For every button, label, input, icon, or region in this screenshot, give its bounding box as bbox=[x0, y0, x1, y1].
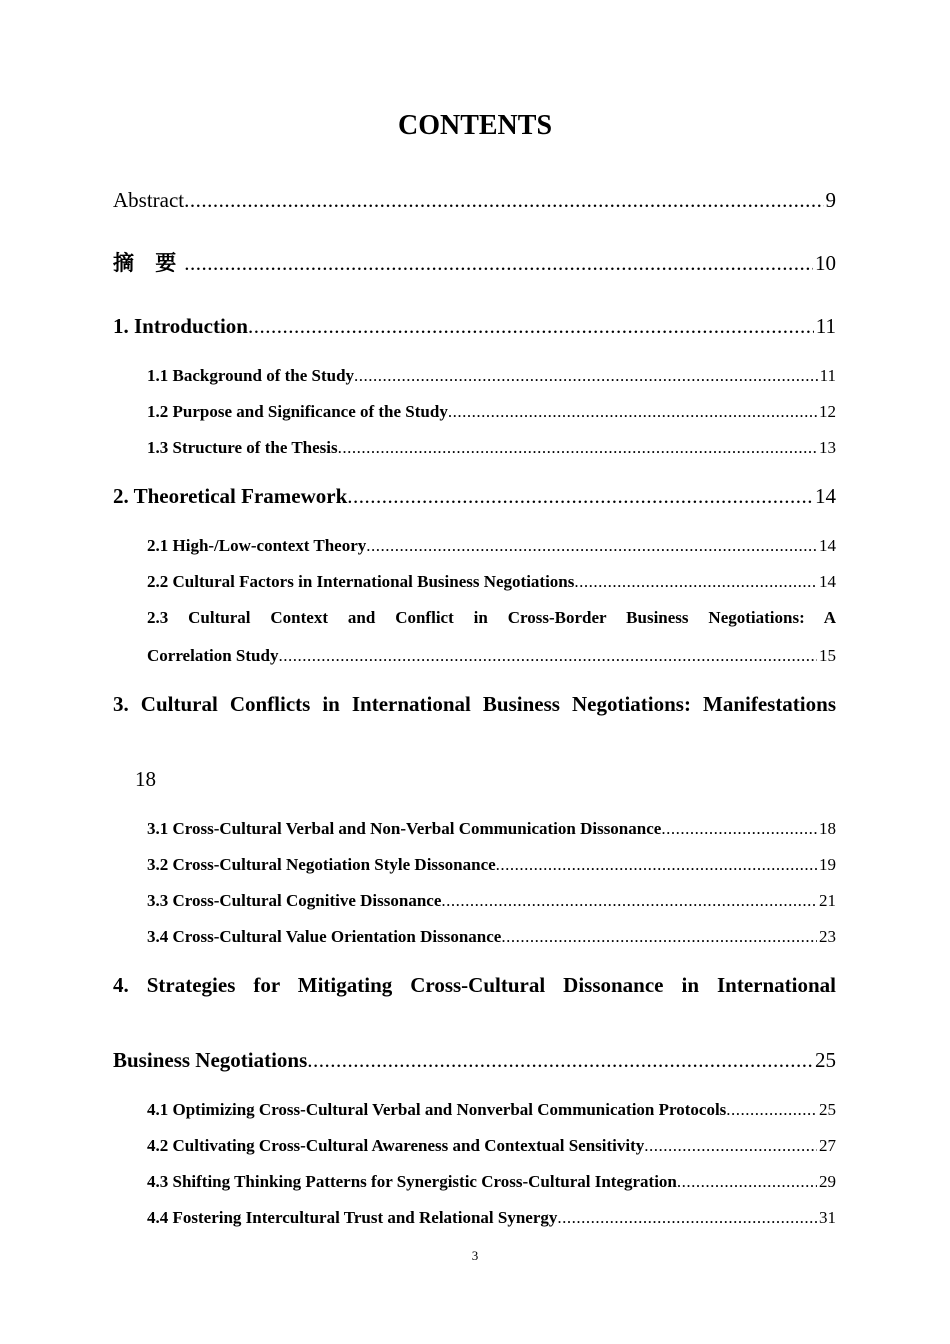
toc-entry-page: 25 bbox=[819, 1100, 836, 1119]
toc-entry-section-4-1[interactable] bbox=[147, 1098, 836, 1122]
toc-entry-label: 3.2 Cross-Cultural Negotiation Style Dissonance bbox=[147, 855, 496, 874]
toc-entry-page: 19 bbox=[819, 855, 836, 874]
dot-leader bbox=[248, 312, 814, 340]
toc-entry-label: 1.2 Purpose and Significance of the Study bbox=[147, 402, 448, 421]
dot-leader bbox=[574, 570, 817, 594]
toc-entry-label: 4.1 Optimizing Cross-Cultural Verbal and Nonverbal Communication Protocols bbox=[147, 1100, 727, 1119]
dot-leader bbox=[366, 534, 817, 558]
toc-entry-page: 14 bbox=[819, 572, 836, 591]
toc-entry-page: 10 bbox=[815, 251, 836, 275]
dot-leader bbox=[644, 1134, 817, 1158]
toc-entry-page: 21 bbox=[819, 891, 836, 910]
toc-entry-page: 27 bbox=[819, 1136, 836, 1155]
toc-entry-label: 2.2 Cultural Factors in International Business Negotiations bbox=[147, 572, 575, 591]
toc-entry-section-4-2[interactable] bbox=[147, 1134, 836, 1158]
toc-entry-page: 25 bbox=[815, 1048, 836, 1072]
dot-leader bbox=[677, 1170, 817, 1194]
toc-entry-section-4-3[interactable] bbox=[147, 1170, 836, 1194]
toc-entry-page: 23 bbox=[819, 927, 836, 946]
toc-entry-section-4-4[interactable] bbox=[147, 1206, 836, 1230]
toc-entry-page: 29 bbox=[819, 1172, 836, 1191]
toc-entry-section-2-2[interactable] bbox=[147, 570, 836, 594]
toc-entry-label: 3.1 Cross-Cultural Verbal and Non-Verbal Communication Dissonance bbox=[147, 819, 662, 838]
toc-entry-page: 31 bbox=[819, 1208, 836, 1227]
dot-leader bbox=[354, 364, 818, 388]
toc-entry-label: 4.4 Fostering Intercultural Trust and Relational Synergy bbox=[147, 1208, 558, 1227]
toc-entry-chapter-4[interactable] bbox=[113, 1046, 836, 1074]
toc-entry-section-3-4[interactable] bbox=[147, 925, 836, 949]
dot-leader bbox=[441, 889, 817, 913]
dot-leader bbox=[278, 644, 817, 668]
toc-entry-page: 18 bbox=[819, 819, 836, 838]
toc-entry-label: Abstract bbox=[113, 188, 185, 212]
toc-entry-label: 4.3 Shifting Thinking Patterns for Synergistic Cross-Cultural Integration bbox=[147, 1172, 677, 1191]
toc-entry-label: 3.3 Cross-Cultural Cognitive Dissonance bbox=[147, 891, 442, 910]
toc-entry-section-3-2[interactable] bbox=[147, 853, 836, 877]
toc-entry-page: 18 bbox=[135, 767, 156, 791]
toc-entry-abstract[interactable] bbox=[113, 186, 836, 214]
toc-entry-page: 11 bbox=[819, 366, 836, 385]
toc-entry-chapter-3[interactable]: 3. Cultural Conflicts in International Business Negotiations: Manifestations bbox=[113, 692, 836, 716]
toc-entry-label: 1. Introduction bbox=[113, 314, 248, 338]
dot-leader bbox=[338, 436, 817, 460]
dot-leader bbox=[184, 186, 823, 214]
dot-leader bbox=[557, 1206, 817, 1230]
toc-entry-page: 9 bbox=[825, 188, 836, 212]
toc-entry-label: 4.2 Cultivating Cross-Cultural Awareness and Contextual Sensitivity bbox=[147, 1136, 645, 1155]
toc-entry-section-1-2[interactable] bbox=[147, 400, 836, 424]
dot-leader bbox=[501, 925, 817, 949]
toc-entry-label: 1.1 Background of the Study bbox=[147, 366, 355, 385]
toc-entry-page: 13 bbox=[819, 438, 836, 457]
toc-entry-label: 2.1 High-/Low-context Theory bbox=[147, 536, 367, 555]
dot-leader bbox=[496, 853, 817, 877]
toc-entry-page: 14 bbox=[815, 484, 836, 508]
page-title: CONTENTS bbox=[397, 110, 553, 141]
toc-entry-chapter-2[interactable] bbox=[113, 482, 836, 510]
toc-entry-section-2-3[interactable] bbox=[147, 644, 836, 668]
page-number-footer: 3 bbox=[471, 1248, 479, 1263]
toc-entry-page: 11 bbox=[815, 314, 836, 338]
toc-entry-page: 15 bbox=[819, 646, 836, 665]
toc-entry-section-3-1[interactable] bbox=[147, 817, 836, 841]
toc-entry-label: 2. Theoretical Framework bbox=[113, 484, 348, 508]
dot-leader bbox=[307, 1046, 813, 1074]
dot-leader bbox=[661, 817, 817, 841]
toc-entry-label: Correlation Study bbox=[147, 646, 279, 665]
toc-entry-label: 3.4 Cross-Cultural Value Orientation Dissonance bbox=[147, 927, 502, 946]
dot-leader bbox=[726, 1098, 817, 1122]
toc-entry-label: 摘 要 bbox=[113, 251, 185, 275]
toc-entry-chinese-abstract[interactable] bbox=[113, 249, 836, 277]
toc-entry-chapter-4-line1[interactable]: 4. Strategies for Mitigating Cross-Cultural Dissonance in International bbox=[113, 973, 836, 997]
toc-entry-section-1-3[interactable] bbox=[147, 436, 836, 460]
toc-entry-chapter-1[interactable] bbox=[113, 312, 836, 340]
toc-entry-label: 1.3 Structure of the Thesis bbox=[147, 438, 338, 457]
toc-entry-section-2-1[interactable] bbox=[147, 534, 836, 558]
toc-entry-section-2-3-line1[interactable]: 2.3 Cultural Context and Conflict in Cross-Border Business Negotiations: A bbox=[147, 608, 836, 627]
toc-entry-label: Business Negotiations bbox=[113, 1048, 308, 1072]
dot-leader bbox=[347, 482, 813, 510]
toc-entry-section-1-1[interactable] bbox=[147, 364, 836, 388]
toc-entry-section-3-3[interactable] bbox=[147, 889, 836, 913]
toc-entry-page: 12 bbox=[819, 402, 836, 421]
dot-leader bbox=[184, 249, 813, 277]
toc-entry-page: 14 bbox=[819, 536, 836, 555]
dot-leader bbox=[448, 400, 817, 424]
